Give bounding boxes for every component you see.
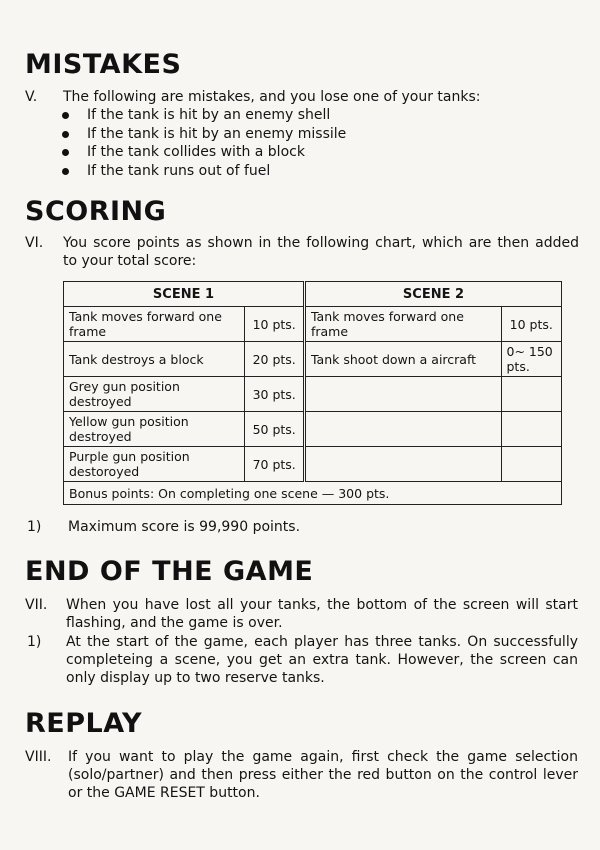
scene2-action: Tank shoot down a aircraft — [304, 342, 501, 377]
list-item — [62, 143, 346, 162]
list-item — [62, 162, 346, 181]
scene1-points: 10 pts. — [245, 307, 305, 342]
scene2-points: 10 pts. — [501, 307, 562, 342]
scene2-points: 0~ 150 pts. — [501, 342, 562, 377]
table-row — [64, 447, 562, 482]
scoring-table — [63, 281, 562, 505]
replay-heading: REPLAY — [25, 708, 143, 739]
scene2-points — [501, 377, 562, 412]
end-of-game-note: At the start of the game, each player has three tanks. On successfully completeing a scene, you get an extra tank. However, the screen can only display up to two reserve tanks. — [66, 634, 578, 686]
scene2-header: SCENE 2 — [304, 282, 561, 307]
replay-section-number: VIII. — [25, 749, 52, 765]
end-of-game-section-number: VII. — [25, 597, 48, 613]
scene1-points: 20 pts. — [245, 342, 305, 377]
scene1-action: Tank moves forward one frame — [64, 307, 245, 342]
scene1-points: 30 pts. — [245, 377, 305, 412]
scoring-heading: SCORING — [25, 196, 167, 227]
bullet-icon — [62, 131, 69, 138]
bonus-points: Bonus points: On completing one scene — 300 pts. — [64, 482, 562, 505]
scene2-action: Tank moves forward one frame — [304, 307, 501, 342]
list-item-text: If the tank is hit by an enemy shell — [87, 107, 331, 123]
table-row — [64, 307, 562, 342]
scene1-points: 50 pts. — [245, 412, 305, 447]
scene2-points — [501, 447, 562, 482]
end-of-game-heading: END OF THE GAME — [25, 556, 314, 587]
table-row — [64, 412, 562, 447]
mistakes-heading: MISTAKES — [25, 49, 182, 80]
bullet-icon — [62, 112, 69, 119]
scene2-action — [304, 412, 501, 447]
scene2-action — [304, 447, 501, 482]
scoring-note-number: 1) — [27, 519, 42, 535]
scene1-points: 70 pts. — [245, 447, 305, 482]
table-row — [64, 377, 562, 412]
list-item-text: If the tank is hit by an enemy missile — [87, 125, 347, 142]
mistakes-section-number: V. — [25, 89, 38, 105]
list-item — [62, 125, 346, 144]
mistakes-intro: The following are mistakes, and you lose one of your tanks: — [63, 89, 481, 105]
scoring-intro: You score points as shown in the following chart, which are then added to your total score: — [63, 235, 579, 269]
scene1-action: Yellow gun position destroyed — [64, 412, 245, 447]
bullet-icon — [62, 168, 69, 175]
list-item-text: If the tank collides with a block — [87, 144, 305, 161]
table-row — [64, 482, 562, 505]
scene1-action: Tank destroys a block — [64, 342, 245, 377]
table-row — [64, 342, 562, 377]
scene2-points — [501, 412, 562, 447]
scene1-header: SCENE 1 — [64, 282, 305, 307]
bullet-icon — [62, 149, 69, 156]
list-item-text: If the tank runs out of fuel — [87, 163, 271, 180]
replay-text: If you want to play the game again, first check the game selection (solo/partner) and then press either the red button on the control lever or the GAME RESET button. — [68, 749, 578, 801]
end-of-game-note-number: 1) — [27, 634, 42, 650]
scoring-note: Maximum score is 99,990 points. — [68, 519, 301, 535]
end-of-game-text: When you have lost all your tanks, the bottom of the screen will start flashing, and the game is over. — [66, 597, 578, 631]
scene2-action — [304, 377, 501, 412]
list-item — [62, 106, 346, 125]
scene1-action: Purple gun position destoroyed — [64, 447, 245, 482]
mistakes-list — [62, 106, 346, 181]
scoring-section-number: VI. — [25, 235, 44, 251]
scene1-action: Grey gun position destroyed — [64, 377, 245, 412]
